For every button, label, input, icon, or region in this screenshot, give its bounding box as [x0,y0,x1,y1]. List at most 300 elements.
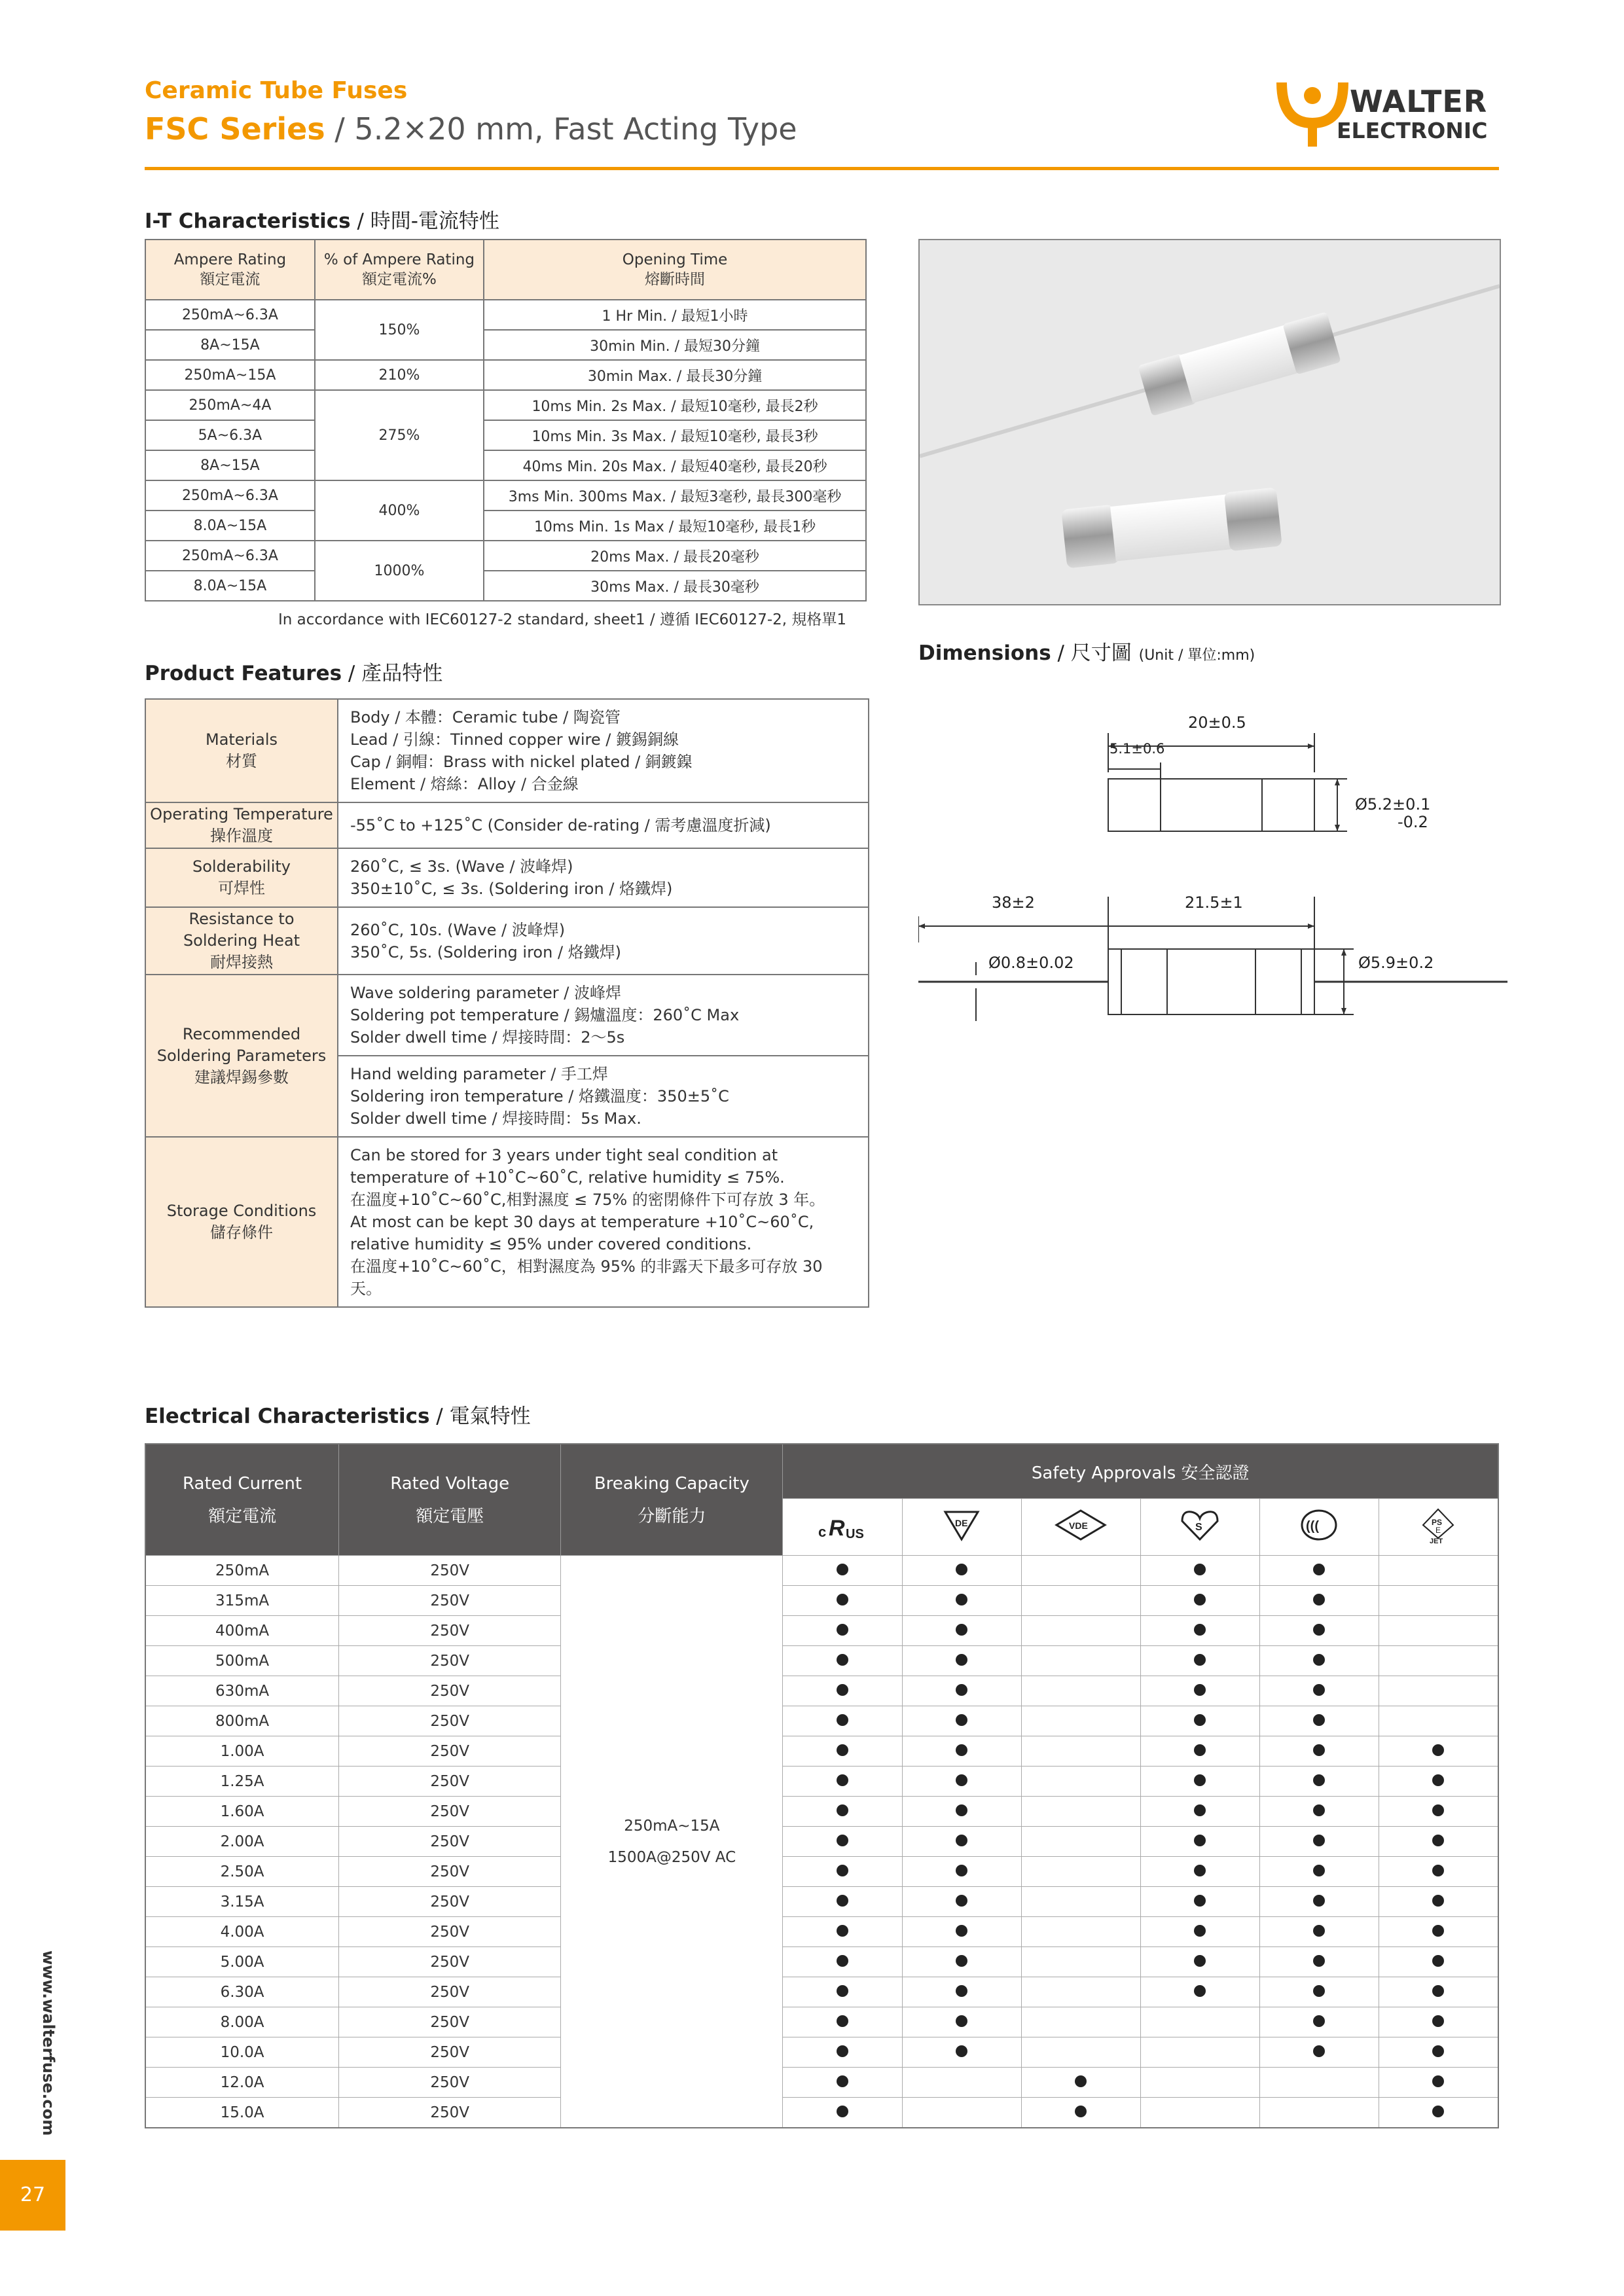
feature-row [145,802,869,848]
approval-mark-cell [1021,1977,1140,2007]
electrical-row [145,1857,1498,1887]
page-number: 27 [0,2160,65,2231]
approval-mark-cell [1259,1917,1379,1947]
approval-mark-cell [783,1917,902,1947]
ul-recognized-icon [813,1505,872,1545]
ccc-s-icon [1170,1505,1229,1545]
it-percent-cell: 150% [315,300,484,360]
approved-dot [1432,2015,1444,2027]
approved-dot [1313,1865,1325,1876]
approval-mark-cell [902,1827,1021,1857]
it-header-cell [145,240,315,300]
approved-dot [1432,1925,1444,1937]
approval-mark-cell [1379,1586,1498,1616]
approval-mark-cell [902,2068,1021,2098]
approved-dot [956,1684,967,1696]
feature-value-line: temperature of +10˚C~60˚C, relative humidity ≤ 75%. [350,1168,785,1187]
approved-dot [1313,1774,1325,1786]
vde-icon [1051,1505,1110,1545]
dimension-drawing [918,700,1507,1028]
approval-mark-cell [783,1616,902,1646]
approval-mark-cell [1379,1977,1498,2007]
approved-dot [1194,1925,1206,1937]
feature-value-line: Can be stored for 3 years under tight seal condition at [350,1146,778,1164]
electrical-header-text: Rated Voltage [390,1473,510,1494]
approved-dot [1194,1594,1206,1605]
approval-mark-cell [1021,2068,1140,2098]
approved-dot [956,1835,967,1846]
it-time-cell: 10ms Min. 1s Max / 最短10毫秒, 最長1秒 [484,511,866,541]
electrical-section-title: Electrical Characteristics / 電氣特性 [145,1405,531,1428]
feature-value-line: -55˚C to +125˚C (Consider de-rating / 需考慮溫度折減) [350,816,771,834]
feature-value-line: Solder dwell time / 焊接時間：2～5s [350,1028,625,1047]
approval-mark-cell [1021,1797,1140,1827]
it-ampere-cell: 8.0A~15A [145,511,315,541]
it-ampere-cell: 8A~15A [145,450,315,480]
feature-label-line: 建議焊錫參數 [194,1067,289,1086]
rated-current-cell: 500mA [145,1646,339,1676]
approval-mark-cell [783,2098,902,2128]
approved-dot [1194,1744,1206,1756]
feature-row [145,848,869,907]
approval-mark-cell [902,1977,1021,2007]
feature-label [145,802,338,848]
electrical-row [145,2037,1498,2068]
approval-mark-cell [1140,1947,1259,1977]
it-ampere-cell: 8.0A~15A [145,571,315,601]
approval-mark-cell [1379,1887,1498,1917]
it-row [145,420,866,450]
approved-dot [837,1654,848,1666]
rated-current-cell: 2.00A [145,1827,339,1857]
approval-mark-cell [1379,1767,1498,1797]
approved-dot [837,1925,848,1937]
it-ampere-cell: 250mA~6.3A [145,541,315,571]
feature-value-line: Wave soldering parameter / 波峰焊 [350,984,622,1002]
approval-mark-cell [1259,2068,1379,2098]
approval-mark-cell [902,1586,1021,1616]
it-row [145,511,866,541]
feature-label-line: 操作溫度 [210,827,273,845]
approval-icon-cell [1379,1499,1498,1556]
breaking-capacity-cell [561,1556,783,2128]
approval-mark-cell [1259,1797,1379,1827]
approval-mark-cell [1021,1827,1140,1857]
approved-dot [837,1594,848,1605]
approval-mark-cell [783,1706,902,1736]
feature-label-line: Recommended [182,1024,301,1043]
feature-value [338,975,869,1056]
series-description: / 5.2×20 mm, Fast Acting Type [325,111,797,147]
approved-dot [1432,1865,1444,1876]
feature-label [145,848,338,907]
approval-mark-cell [1259,1556,1379,1586]
electrical-header-text: 額定電流 [208,1506,277,1526]
approved-dot [1313,1925,1325,1937]
it-time-cell: 30ms Max. / 最長30毫秒 [484,571,866,601]
feature-value [338,848,869,907]
approval-mark-cell [1140,1646,1259,1676]
feature-label [145,699,338,802]
electrical-table [145,1443,1499,2128]
feature-label-line: Storage Conditions [166,1202,317,1220]
approved-dot [956,1654,967,1666]
svg-text:S: S [1195,1522,1202,1533]
approved-dot [1194,1564,1206,1575]
it-time-cell: 20ms Max. / 最長20毫秒 [484,541,866,571]
approval-mark-cell [783,1827,902,1857]
approval-mark-cell [1021,2037,1140,2068]
approval-mark-cell [1021,1706,1140,1736]
feature-label-line: Resistance to [189,910,295,928]
electrical-row [145,1917,1498,1947]
approved-dot [956,1895,967,1907]
approved-dot [837,1774,848,1786]
approval-mark-cell [1021,1676,1140,1706]
approval-mark-cell [1259,2007,1379,2037]
approved-dot [1194,1895,1206,1907]
feature-label-line: Solderability [192,857,291,876]
rated-current-cell: 800mA [145,1706,339,1736]
approval-mark-cell [783,1767,902,1797]
approved-dot [837,2075,848,2087]
approved-dot [1313,1804,1325,1816]
rated-voltage-cell: 250V [339,1616,561,1646]
approved-dot [1194,1804,1206,1816]
approved-dot [956,1865,967,1876]
approved-dot [837,1744,848,1756]
approved-dot [1432,1804,1444,1816]
it-note: In accordance with IEC60127-2 standard, sheet1 / 遵循 IEC60127-2, 規格單1 [278,611,847,628]
it-ampere-cell: 250mA~4A [145,390,315,420]
approval-mark-cell [1259,2098,1379,2128]
approved-dot [837,2015,848,2027]
approval-mark-cell [783,1646,902,1676]
approval-mark-cell [1140,1887,1259,1917]
it-time-cell: 30min Max. / 最長30分鐘 [484,360,866,390]
approved-dot [837,1865,848,1876]
approval-mark-cell [783,2007,902,2037]
approval-mark-cell [902,1797,1021,1827]
it-time-cell: 10ms Min. 3s Max. / 最短10毫秒, 最長3秒 [484,420,866,450]
approved-dot [837,1684,848,1696]
electrical-row [145,2007,1498,2037]
approved-dot [1313,1955,1325,1967]
rated-voltage-cell: 250V [339,1767,561,1797]
approved-dot [956,2015,967,2027]
it-table [145,239,867,601]
approval-mark-cell [1140,1767,1259,1797]
dim-length: 20±0.5 [1188,713,1246,732]
approved-dot [956,1955,967,1967]
safety-approvals-header: Safety Approvals 安全認證 [783,1444,1498,1499]
approval-mark-cell [1140,2098,1259,2128]
approval-mark-cell [1259,1887,1379,1917]
ccc-icon [1290,1505,1348,1545]
approval-mark-cell [1021,1857,1140,1887]
it-section-title: I-T Characteristics / 時間-電流特性 [145,209,499,233]
series-name: FSC Series [145,111,325,147]
feature-label-line: Soldering Heat [183,931,300,950]
approved-dot [1432,1774,1444,1786]
feature-row [145,699,869,802]
approval-mark-cell [902,1917,1021,1947]
approval-mark-cell [902,1767,1021,1797]
feature-value-line: Hand welding parameter / 手工焊 [350,1065,608,1083]
electrical-row [145,1947,1498,1977]
approval-mark-cell [902,1676,1021,1706]
approval-mark-cell [783,1947,902,1977]
approved-dot [956,1804,967,1816]
approved-dot [1194,1835,1206,1846]
approved-dot [837,1835,848,1846]
approved-dot [956,1985,967,1997]
rated-voltage-cell: 250V [339,1827,561,1857]
approval-mark-cell [1259,2037,1379,2068]
rated-voltage-cell: 250V [339,1797,561,1827]
approval-mark-cell [783,2037,902,2068]
rated-voltage-cell: 250V [339,2037,561,2068]
it-percent-cell: 275% [315,390,484,480]
approved-dot [1075,2106,1087,2117]
rated-voltage-cell: 250V [339,2098,561,2128]
logo-subtitle: ELECTRONIC [1337,118,1488,143]
approval-mark-cell [1379,2007,1498,2037]
approval-mark-cell [783,1857,902,1887]
approval-icon-cell [1259,1499,1379,1556]
rated-voltage-cell: 250V [339,1646,561,1676]
rated-current-cell: 3.15A [145,1887,339,1917]
approval-mark-cell [1140,1797,1259,1827]
approved-dot [1432,1985,1444,1997]
svg-text:R: R [828,1516,845,1541]
feature-label-line: 可焊性 [218,879,265,897]
feature-value [338,802,869,848]
approval-mark-cell [1140,1706,1259,1736]
approved-dot [1313,1594,1325,1605]
rated-voltage-cell: 250V [339,2007,561,2037]
it-row [145,360,866,390]
approved-dot [956,1714,967,1726]
approved-dot [837,1955,848,1967]
approval-mark-cell [902,1646,1021,1676]
approved-dot [837,1564,848,1575]
it-time-cell: 10ms Min. 2s Max. / 最短10毫秒, 最長2秒 [484,390,866,420]
feature-value-line: 在溫度+10˚C~60˚C,相對濕度 ≤ 75% 的密閉條件下可存放 3 年。 [350,1191,825,1209]
approved-dot [1194,1774,1206,1786]
dim-cap: 5.1±0.6 [1110,741,1165,757]
electrical-header-row [145,1444,1498,1499]
approval-mark-cell [1259,1767,1379,1797]
feature-value [338,907,869,975]
rated-current-cell: 1.60A [145,1797,339,1827]
feature-row [145,1137,869,1307]
it-time-cell: 3ms Min. 300ms Max. / 最短3毫秒, 最長300毫秒 [484,480,866,511]
electrical-header-text: Rated Current [183,1473,302,1494]
it-header-text: Opening Time [622,251,728,268]
rated-voltage-cell: 250V [339,1857,561,1887]
rated-voltage-cell: 250V [339,1947,561,1977]
approval-mark-cell [1021,2007,1140,2037]
dimensions-title: Dimensions / 尺寸圖 (Unit / 單位:mm) [918,641,1255,665]
approval-icon-cell [783,1499,902,1556]
feature-value-line: 350±10˚C, ≤ 3s. (Soldering iron / 烙鐵焊) [350,880,673,898]
electrical-row [145,1797,1498,1827]
product-photo [918,239,1501,605]
approval-icon-cell [1140,1499,1259,1556]
approval-mark-cell [1379,1676,1498,1706]
it-row [145,541,866,571]
approval-mark-cell [783,1887,902,1917]
approved-dot [1432,2045,1444,2057]
it-header-text: Ampere Rating [173,251,287,268]
it-ampere-cell: 250mA~15A [145,360,315,390]
approval-mark-cell [1259,1947,1379,1977]
approved-dot [1194,1714,1206,1726]
approval-mark-cell [1259,1857,1379,1887]
it-ampere-cell: 250mA~6.3A [145,300,315,330]
it-header-text: 額定電流% [362,271,437,288]
approval-mark-cell [1379,1917,1498,1947]
approved-dot [837,1895,848,1907]
electrical-header-cell [561,1444,783,1556]
approved-dot [1194,1654,1206,1666]
approval-mark-cell [902,1887,1021,1917]
approval-mark-cell [1140,1736,1259,1767]
approved-dot [956,2045,967,2057]
feature-value-line: Body / 本體：Ceramic tube / 陶瓷管 [350,708,621,726]
approval-mark-cell [1259,1646,1379,1676]
svg-text:US: US [845,1527,864,1541]
it-time-cell: 1 Hr Min. / 最短1小時 [484,300,866,330]
approval-mark-cell [1379,1646,1498,1676]
approval-mark-cell [783,2068,902,2098]
dim-lead-length: 38±2 [992,893,1035,912]
rated-current-cell: 12.0A [145,2068,339,2098]
features-section-title: Product Features / 產品特性 [145,662,443,685]
it-row [145,330,866,360]
it-row [145,390,866,420]
features-table [145,698,869,1308]
feature-label-line: Operating Temperature [150,805,333,823]
electrical-row [145,1827,1498,1857]
it-time-cell: 40ms Min. 20s Max. / 最短40毫秒, 最長20秒 [484,450,866,480]
dim-cap-diameter: Ø5.9±0.2 [1358,954,1434,972]
series-title [145,111,797,147]
approval-mark-cell [1140,2007,1259,2037]
svg-text:PS: PS [1432,1518,1443,1527]
approval-mark-cell [783,1736,902,1767]
approval-mark-cell [1140,1616,1259,1646]
approved-dot [1194,1985,1206,1997]
dim-diameter: Ø5.2±0.1 [1355,795,1431,814]
it-row [145,300,866,330]
approval-icon-cell [1021,1499,1140,1556]
approval-mark-cell [902,1947,1021,1977]
it-ampere-cell: 250mA~6.3A [145,480,315,511]
rated-current-cell: 10.0A [145,2037,339,2068]
approved-dot [1313,1684,1325,1696]
electrical-row [145,1616,1498,1646]
fuse-photo-image [920,240,1500,604]
rated-current-cell: 250mA [145,1556,339,1586]
electrical-row [145,1977,1498,2007]
approval-mark-cell [902,2037,1021,2068]
approved-dot [1432,1955,1444,1967]
feature-row [145,907,869,975]
approval-mark-cell [1140,1977,1259,2007]
breaking-capacity-text: 250mA~15A [624,1817,720,1835]
approval-mark-cell [1259,1827,1379,1857]
feature-label [145,975,338,1137]
electrical-row [145,2068,1498,2098]
electrical-row [145,1586,1498,1616]
approved-dot [1432,1835,1444,1846]
feature-value [338,699,869,802]
feature-value-line: 在溫度+10˚C~60˚C，相對濕度為 95% 的非露天下最多可存放 30 天。 [350,1257,823,1298]
electrical-header-text: Breaking Capacity [594,1473,749,1494]
approval-mark-cell [1379,1827,1498,1857]
feature-value-line: Lead / 引線：Tinned copper wire / 鍍錫銅線 [350,730,679,749]
rated-voltage-cell: 250V [339,1977,561,2007]
approval-mark-cell [1021,1767,1140,1797]
electrical-row [145,1767,1498,1797]
it-percent-cell: 1000% [315,541,484,601]
approved-dot [837,1804,848,1816]
feature-label-line: 材質 [226,752,257,770]
feature-value-line: 260˚C, 10s. (Wave / 波峰焊) [350,920,566,939]
feature-label-line: 耐焊接熱 [210,953,273,971]
electrical-row [145,1676,1498,1706]
approval-mark-cell [902,2007,1021,2037]
approval-mark-cell [1140,1586,1259,1616]
approval-mark-cell [1021,1646,1140,1676]
it-percent-cell: 210% [315,360,484,390]
electrical-header-text: 額定電壓 [416,1506,484,1526]
approval-mark-cell [1021,1917,1140,1947]
electrical-row [145,1887,1498,1917]
dve-icon [932,1505,991,1545]
approval-mark-cell [1259,1676,1379,1706]
it-ampere-cell: 5A~6.3A [145,420,315,450]
electrical-row [145,1736,1498,1767]
rated-voltage-cell: 250V [339,1556,561,1586]
approved-dot [1432,2106,1444,2117]
approval-mark-cell [1140,1556,1259,1586]
feature-value-line: Soldering iron temperature / 烙鐵溫度：350±5˚C [350,1087,729,1105]
approved-dot [956,1774,967,1786]
rated-voltage-cell: 250V [339,2068,561,2098]
it-header-row [145,240,866,300]
rated-current-cell: 6.30A [145,1977,339,2007]
rated-current-cell: 630mA [145,1676,339,1706]
approval-mark-cell [1259,1616,1379,1646]
approval-mark-cell [1021,1736,1140,1767]
approval-mark-cell [1140,1676,1259,1706]
approved-dot [1313,2015,1325,2027]
dim-diameter-tol: -0.2 [1398,813,1428,831]
rated-current-cell: 4.00A [145,1917,339,1947]
approval-mark-cell [1379,2037,1498,2068]
approved-dot [837,2045,848,2057]
approval-mark-cell [1379,1706,1498,1736]
feature-value [338,1056,869,1137]
rated-current-cell: 1.00A [145,1736,339,1767]
it-header-text: 熔斷時間 [645,271,706,288]
rated-current-cell: 8.00A [145,2007,339,2037]
approved-dot [837,1624,848,1636]
approval-mark-cell [902,1616,1021,1646]
